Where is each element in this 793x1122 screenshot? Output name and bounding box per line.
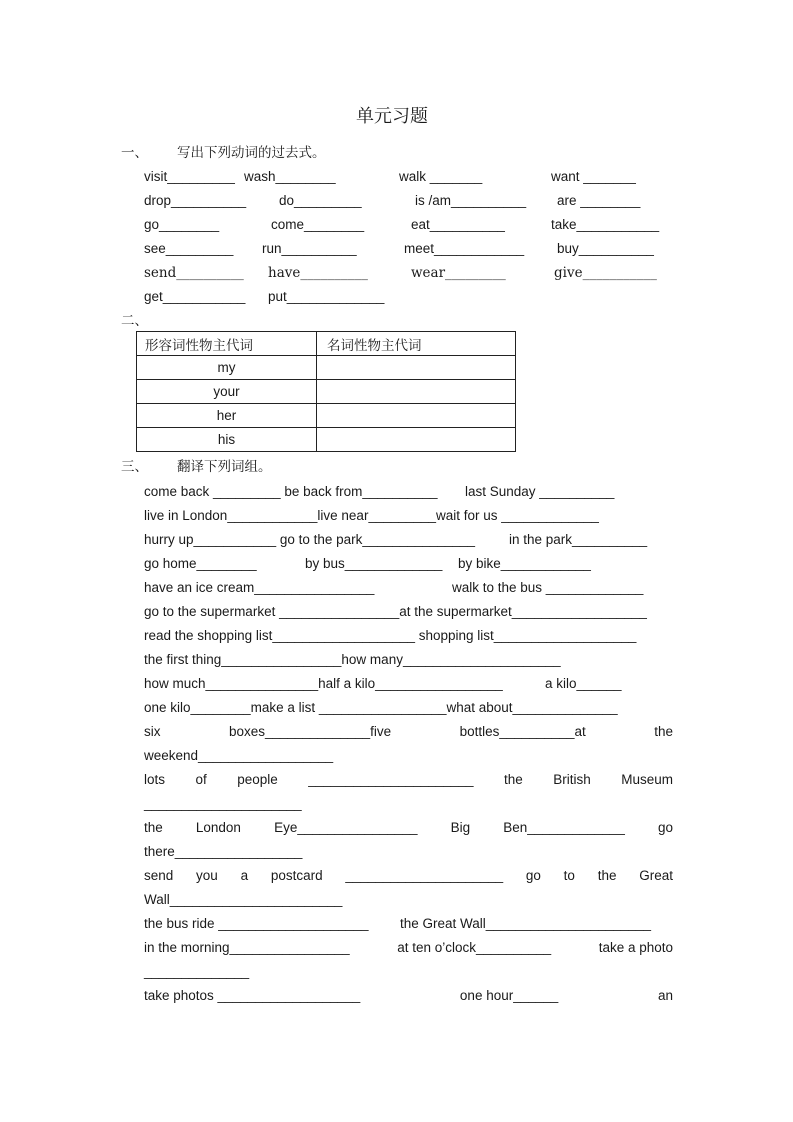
phrase-word: take photos ___________________	[144, 988, 361, 1003]
phrase-word: one hour______	[459, 988, 559, 1003]
phrase-word: lots	[144, 772, 166, 787]
phrase-item: read the shopping list___________________ shopping list___________________	[144, 628, 637, 643]
phrase-line-justified	[144, 820, 673, 836]
verb-item: have__________	[268, 265, 368, 281]
phrase-word: people	[237, 772, 278, 787]
phrase-word: _____________________	[345, 868, 504, 883]
phrase-word: the	[597, 868, 617, 883]
table-row	[137, 428, 516, 452]
table-cell-pronoun: your	[137, 380, 317, 404]
verb-item: send__________	[144, 265, 244, 281]
phrase-word: Museum	[621, 772, 673, 787]
phrase-line-justified	[144, 868, 673, 884]
phrase-item: ______________	[144, 964, 250, 979]
table-row	[137, 356, 516, 380]
section1-heading: 写出下列动词的过去式。	[177, 145, 326, 161]
phrase-item: have an ice cream________________	[144, 580, 375, 595]
phrase-word: British	[553, 772, 591, 787]
phrase-word: six	[144, 724, 161, 739]
verb-item: eat__________	[411, 217, 505, 232]
table-row	[137, 380, 516, 404]
phrase-line-justified	[144, 940, 673, 956]
phrase-word: to	[563, 868, 575, 883]
table-header-adjective-pronoun: 形容词性物主代词	[137, 332, 317, 356]
phrase-word: Eye________________	[274, 820, 418, 835]
phrase-word: of	[195, 772, 207, 787]
page-title: 单元习题	[356, 106, 428, 127]
phrase-word: in the morning________________	[144, 940, 350, 955]
table-row	[137, 404, 516, 428]
phrase-item: go home________	[144, 556, 257, 571]
phrase-word: a	[240, 868, 249, 883]
phrase-item: there_________________	[144, 844, 303, 859]
section2-number: 二、	[121, 313, 148, 329]
verb-item: get___________	[144, 289, 246, 304]
phrase-item: weekend__________________	[144, 748, 334, 763]
verb-item: come________	[271, 217, 365, 232]
phrase-word: at ten o’clock__________	[397, 940, 552, 955]
phrase-item: last Sunday __________	[465, 484, 615, 499]
phrase-line-justified	[144, 988, 673, 1004]
verb-item: drop__________	[144, 193, 247, 208]
phrase-item: in the park__________	[509, 532, 648, 547]
verb-item: run__________	[262, 241, 357, 256]
phrase-item: the first thing________________how many_____________________	[144, 652, 561, 667]
verb-item: wash________	[244, 169, 336, 184]
verb-item: take___________	[551, 217, 660, 232]
phrase-item: how much_______________half a kilo_________________	[144, 676, 503, 691]
phrase-word: London	[195, 820, 241, 835]
section1-number: 一、	[121, 145, 148, 161]
verb-item: go________	[144, 217, 220, 232]
phrase-word: you	[196, 868, 218, 883]
table-header-row	[137, 332, 516, 356]
phrase-word: ______________________	[308, 772, 474, 787]
table-cell-pronoun: my	[137, 356, 317, 380]
verb-item: put_____________	[268, 289, 385, 304]
verb-item: is /am__________	[415, 193, 527, 208]
verb-item: walk _______	[399, 169, 483, 184]
verb-item: see_________	[144, 241, 234, 256]
phrase-item: Wall_______________________	[144, 892, 343, 907]
verb-item: give___________	[554, 265, 657, 281]
phrase-item: the Great Wall______________________	[400, 916, 651, 931]
phrase-item: come back _________ be back from__________	[144, 484, 438, 499]
table-cell-answer[interactable]	[317, 356, 516, 380]
phrase-word: postcard	[270, 868, 323, 883]
phrase-item: one kilo________make a list _________________what about______________	[144, 700, 618, 715]
phrase-word: the	[144, 820, 163, 835]
phrase-word: go	[657, 820, 673, 835]
phrase-word: an	[657, 988, 673, 1003]
verb-item: wear_________	[411, 265, 506, 281]
table-cell-pronoun: his	[137, 428, 317, 452]
table-cell-answer[interactable]	[317, 380, 516, 404]
phrase-word: boxes______________five	[228, 724, 392, 739]
verb-item: do_________	[279, 193, 362, 208]
verb-item: want _______	[551, 169, 636, 184]
table-cell-answer[interactable]	[317, 404, 516, 428]
phrase-item: by bike____________	[458, 556, 591, 571]
phrase-word: send	[144, 868, 174, 883]
phrase-word: go	[525, 868, 541, 883]
phrase-word: take a photo	[598, 940, 673, 955]
phrase-item: the bus ride ____________________	[144, 916, 369, 931]
phrase-item: walk to the bus _____________	[452, 580, 644, 595]
phrase-item: by bus_____________	[305, 556, 443, 571]
phrase-word: the	[503, 772, 523, 787]
phrase-item: go to the supermarket ________________at the supermarket__________________	[144, 604, 647, 619]
phrase-item: _____________________	[144, 796, 302, 811]
phrase-line-justified	[144, 724, 673, 740]
phrase-word: Big	[450, 820, 471, 835]
phrase-item: live in London____________live near_________wait for us _____________	[144, 508, 599, 523]
pronoun-table	[136, 331, 516, 452]
table-header-noun-pronoun: 名词性物主代词	[317, 332, 516, 356]
verb-item: meet____________	[404, 241, 525, 256]
verb-item: are ________	[557, 193, 641, 208]
phrase-word: Ben_____________	[503, 820, 625, 835]
phrase-word: the	[654, 724, 673, 739]
verb-item: buy__________	[557, 241, 654, 256]
verb-item: visit_________	[144, 169, 235, 184]
phrase-item: a kilo______	[545, 676, 622, 691]
section3-heading: 翻译下列词组。	[177, 459, 272, 475]
table-cell-answer[interactable]	[317, 428, 516, 452]
phrase-word: bottles__________at	[459, 724, 586, 739]
phrase-item: hurry up___________ go to the park_______________	[144, 532, 476, 547]
phrase-word: Great	[639, 868, 673, 883]
table-cell-pronoun: her	[137, 404, 317, 428]
phrase-line-justified	[144, 772, 673, 788]
section3-number: 三、	[121, 459, 148, 475]
